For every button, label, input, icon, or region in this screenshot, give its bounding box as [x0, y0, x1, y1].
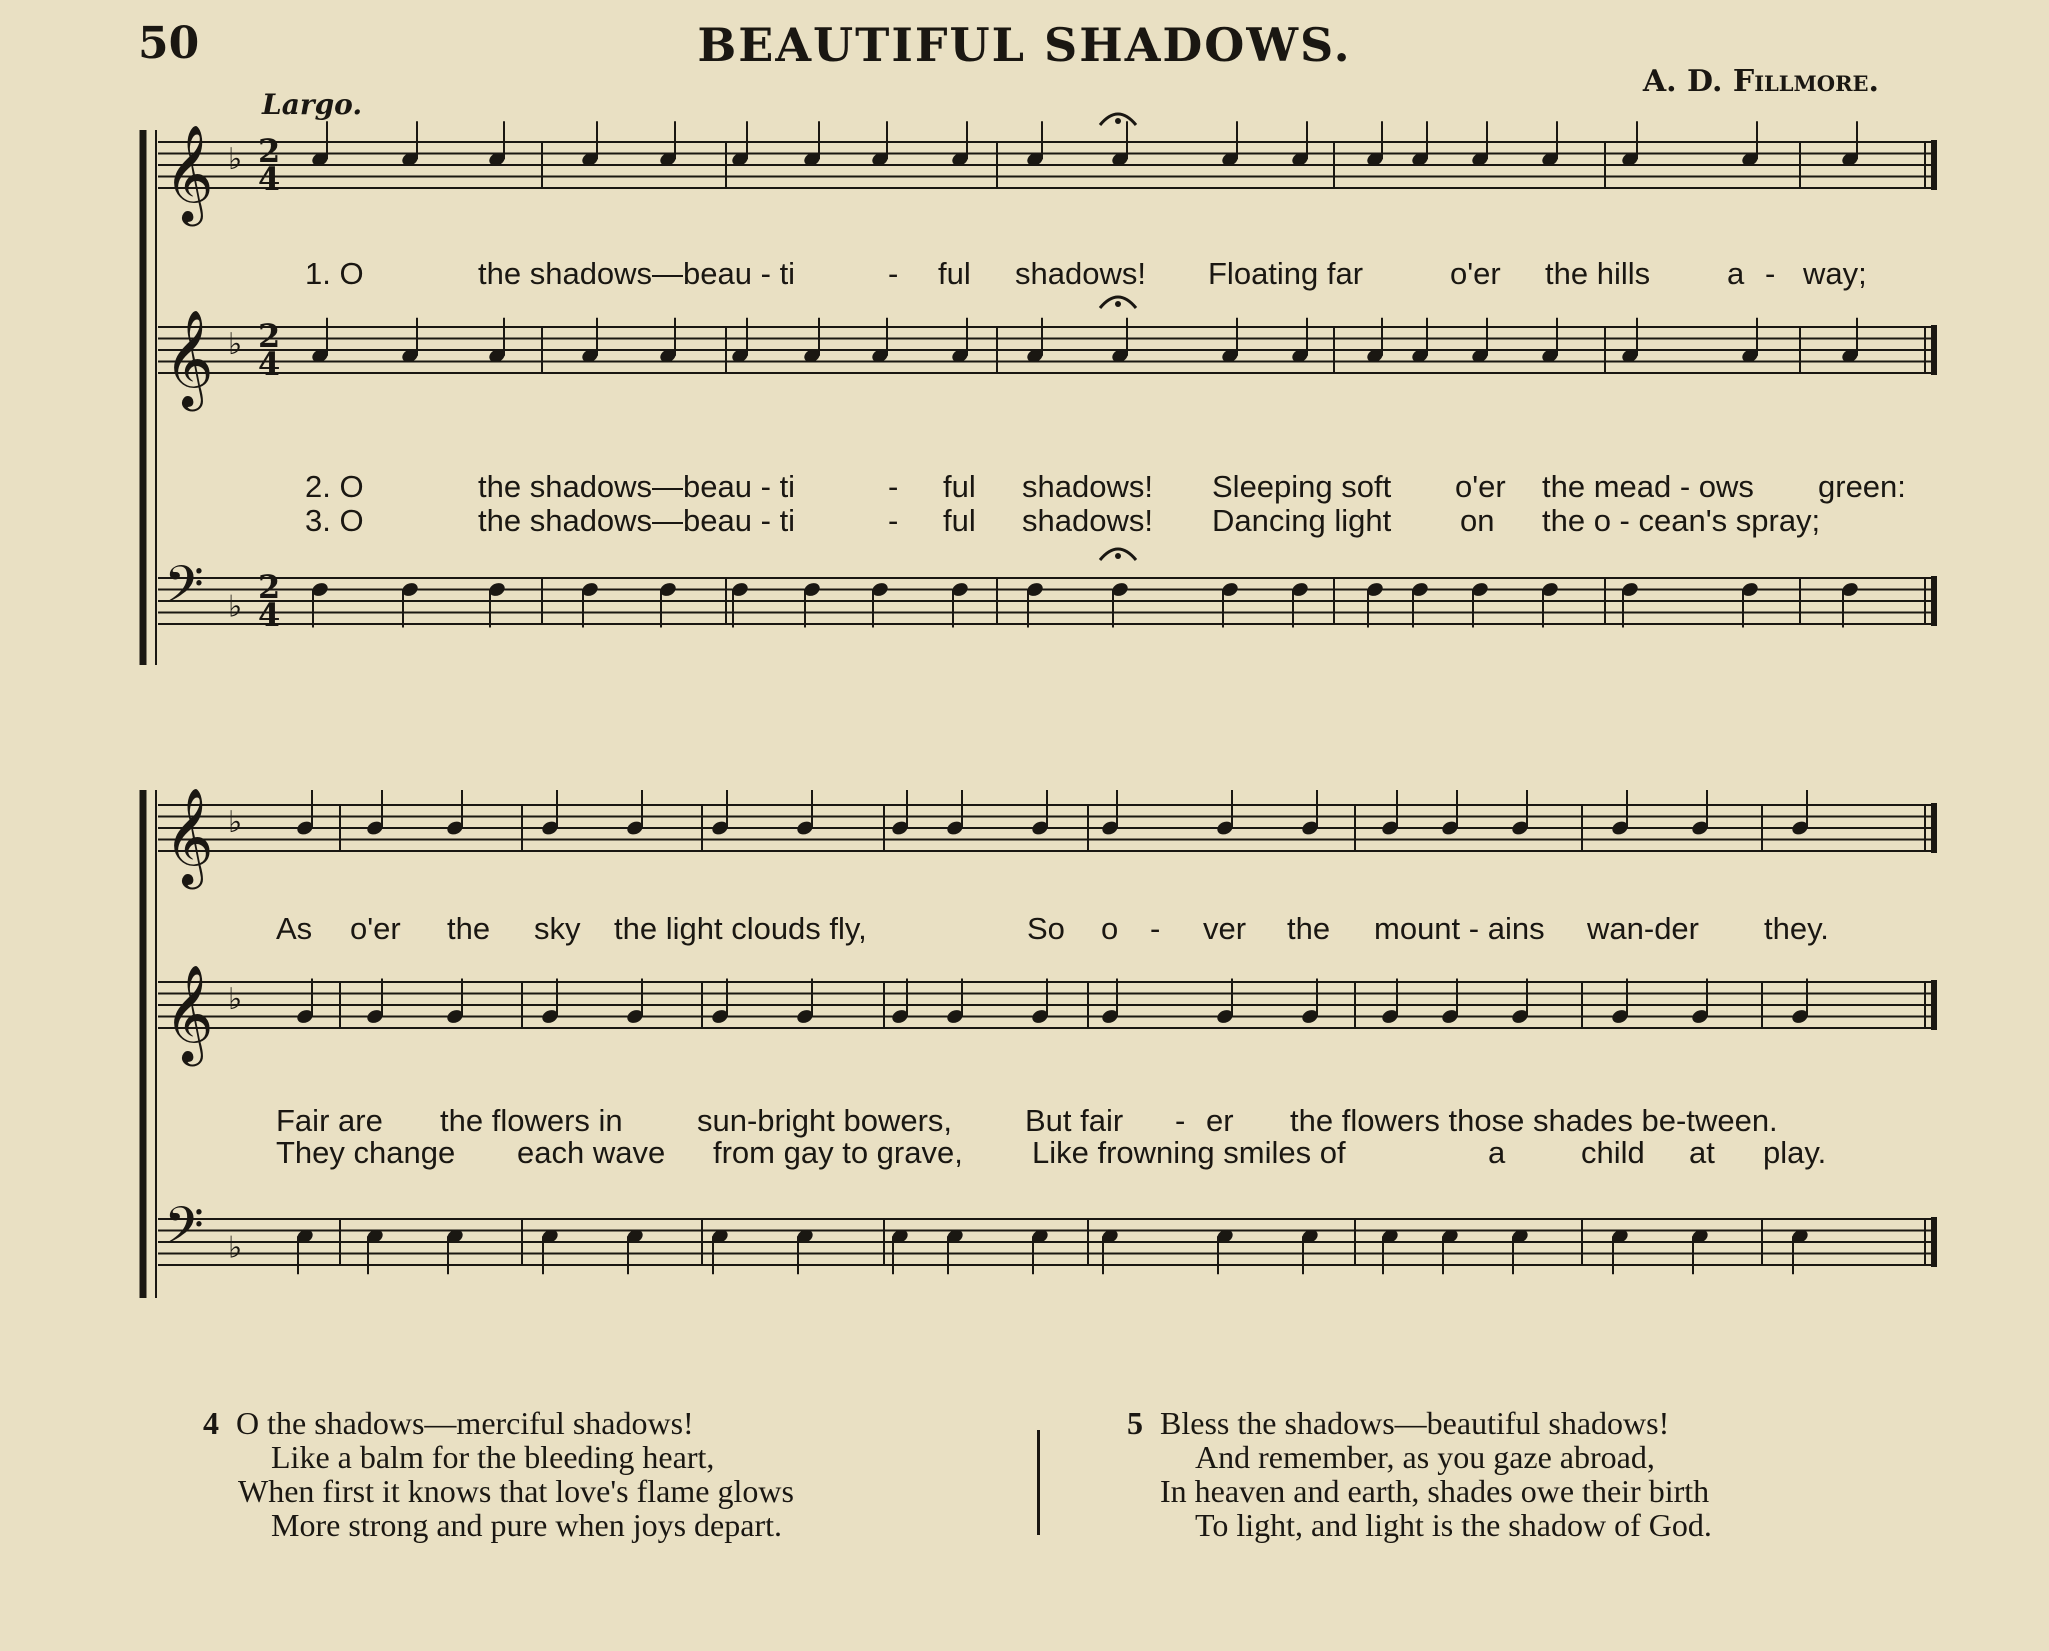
lyric: green: [1818, 469, 1906, 504]
lyric: 3. O [305, 503, 364, 538]
lyric: o'er [1450, 256, 1501, 291]
time-signature-bottom: 4 [258, 345, 281, 383]
lyric: But fair [1025, 1103, 1124, 1138]
lyric: ful [943, 469, 976, 504]
lyric: the [447, 911, 491, 946]
verse-line: Like a balm for the bleeding heart, [271, 1439, 715, 1475]
lyric: sky [534, 911, 581, 946]
lyric: shadows! [1022, 469, 1153, 504]
lyric: on [1460, 503, 1495, 538]
tempo-marking: Largo. [262, 88, 363, 121]
time-signature-top: 2 [258, 568, 281, 606]
lyric: Sleeping soft [1212, 469, 1392, 504]
lyric: play. [1763, 1135, 1827, 1170]
lyric: - [888, 256, 899, 291]
fermata-dot [1115, 118, 1121, 124]
lyric: the shadows—beau - ti [478, 256, 796, 291]
bass-clef: 𝄢 [164, 1195, 204, 1268]
lyric: ful [938, 256, 971, 291]
verse-line: More strong and pure when joys depart. [271, 1507, 782, 1543]
lyric: o [1101, 911, 1119, 946]
lyric: they. [1764, 911, 1829, 946]
lyric: the light clouds fly, [614, 911, 867, 946]
page-number: 50 [138, 18, 200, 69]
treble-clef: 𝄞 [164, 309, 214, 407]
flat-sign: ♭ [228, 589, 243, 625]
composer-credit: A. D. Fillmore. [1642, 64, 1879, 99]
lyric: the flowers in [440, 1103, 623, 1138]
time-signature-top: 2 [258, 132, 281, 170]
treble-clef: 𝄞 [164, 787, 214, 885]
verse-divider [1037, 1430, 1040, 1535]
lyric: a [1727, 256, 1745, 291]
verse-line: When first it knows that love's flame glows [238, 1473, 794, 1509]
lyric: - [888, 503, 899, 538]
flat-sign: ♭ [228, 1230, 243, 1266]
treble-clef: 𝄞 [164, 964, 214, 1062]
lyric: o'er [1455, 469, 1506, 504]
lyric: o'er [350, 911, 401, 946]
lyric: So [1027, 911, 1065, 946]
verse-line: In heaven and earth, shades owe their birth [1160, 1473, 1710, 1509]
lyric: from gay to grave, [713, 1135, 963, 1170]
lyric: 1. O [305, 256, 364, 291]
time-signature-bottom: 4 [258, 160, 281, 198]
lyric: - [888, 469, 899, 504]
lyric: the flowers those shades be-tween. [1290, 1103, 1778, 1138]
lyric: the shadows—beau - ti [478, 469, 796, 504]
lyric: Fair are [276, 1103, 383, 1138]
fermata-dot [1115, 301, 1121, 307]
verse-line: Bless the shadows—beautiful shadows! [1160, 1405, 1670, 1441]
lyric: shadows! [1022, 503, 1153, 538]
lyric: sun-bright bowers, [697, 1103, 953, 1138]
lyric: er [1206, 1103, 1234, 1138]
lyric: the o - cean's spray; [1542, 503, 1821, 538]
lyric: - [1765, 256, 1776, 291]
lyric: Dancing light [1212, 503, 1392, 538]
lyric: mount - ains [1374, 911, 1545, 946]
lyric: Floating far [1208, 256, 1364, 291]
bass-clef: 𝄢 [164, 554, 204, 627]
lyric: wan-der [1587, 911, 1699, 946]
lyric: way; [1803, 256, 1867, 291]
flat-sign: ♭ [228, 982, 243, 1017]
lyric: the hills [1545, 256, 1651, 291]
verse-number: 5 [1127, 1405, 1143, 1441]
verse-line: O the shadows—merciful shadows! [236, 1405, 694, 1441]
lyric: the shadows—beau - ti [478, 503, 796, 538]
lyric: - [1150, 911, 1161, 946]
lyric: Like frowning smiles of [1032, 1135, 1346, 1170]
page-title: BEAUTIFUL SHADOWS. [697, 18, 1352, 72]
lyric: They change [276, 1135, 456, 1170]
lyric: - [1175, 1103, 1186, 1138]
lyric: child [1581, 1135, 1645, 1170]
lyric: at [1689, 1135, 1715, 1170]
fermata-dot [1115, 553, 1121, 559]
flat-sign: ♭ [228, 142, 243, 177]
lyric: ful [943, 503, 976, 538]
lyric: a [1488, 1135, 1506, 1170]
lyric: 2. O [305, 469, 364, 504]
verse-number: 4 [203, 1405, 219, 1441]
treble-clef: 𝄞 [164, 124, 214, 222]
lyric: the [1287, 911, 1331, 946]
time-signature-bottom: 4 [258, 596, 281, 634]
flat-sign: ♭ [228, 327, 243, 362]
verse-line: And remember, as you gaze abroad, [1195, 1439, 1655, 1475]
lyric: ver [1203, 911, 1247, 946]
flat-sign: ♭ [228, 805, 243, 840]
lyric: As [276, 911, 313, 946]
lyric: each wave [517, 1135, 666, 1170]
lyric: the mead - ows [1542, 469, 1754, 504]
time-signature-top: 2 [258, 317, 281, 355]
verse-line: To light, and light is the shadow of God. [1195, 1507, 1712, 1543]
lyric: shadows! [1015, 256, 1146, 291]
